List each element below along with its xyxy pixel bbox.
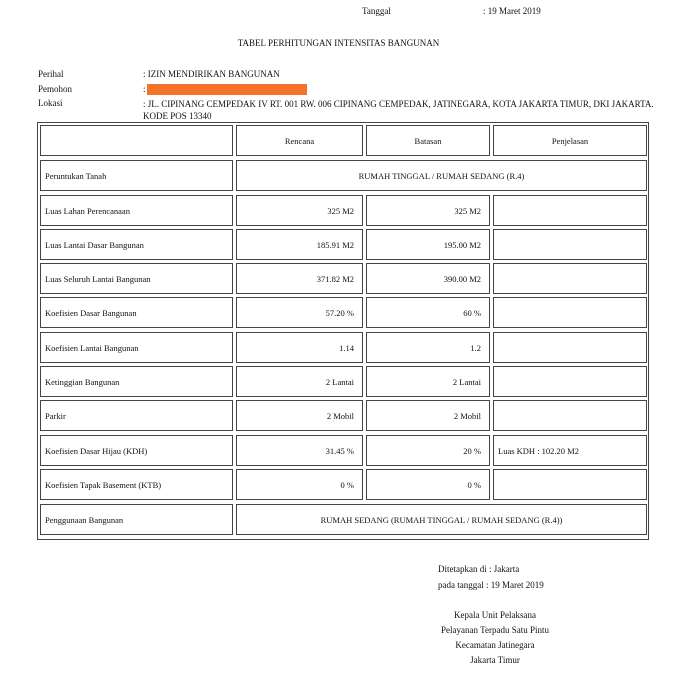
table-row-penjelasan: [493, 469, 647, 500]
table-row-batasan: 0 %: [366, 469, 490, 500]
page-title: TABEL PERHITUNGAN INTENSITAS BANGUNAN: [237, 38, 440, 48]
ditetapkan-text: Ditetapkan di : Jakarta: [438, 564, 520, 574]
signature-line-1: Kepala Unit Pelaksana: [454, 610, 536, 620]
perihal-label: Perihal: [38, 69, 64, 79]
table-row-rencana: 0 %: [236, 469, 363, 500]
table-row-label: Koefisien Dasar Bangunan: [40, 297, 233, 328]
perihal-value: : IZIN MENDIRIKAN BANGUNAN: [143, 69, 280, 79]
table-row-label: Ketinggian Bangunan: [40, 366, 233, 397]
table-row-label: Koefisien Lantai Bangunan: [40, 332, 233, 363]
table-row-label: Parkir: [40, 400, 233, 431]
lokasi-value: : JL. CIPINANG CEMPEDAK IV RT. 001 RW. 006 CIPINANG CEMPEDAK, JATINEGARA, KOTA JAKARTA TIMUR, DKI JAKARTA. KODE POS 13340: [143, 99, 654, 121]
table-row-label: Luas Lahan Perencanaan: [40, 195, 233, 226]
table-row-rencana: 1.14: [236, 332, 363, 363]
pada-tanggal-text: pada tanggal : 19 Maret 2019: [438, 580, 544, 590]
table-header-rencana: Rencana: [236, 125, 363, 156]
tanggal-value: : 19 Maret 2019: [483, 6, 541, 16]
table-row-rencana: 325 M2: [236, 195, 363, 226]
table-header-batasan: Batasan: [366, 125, 490, 156]
table-row-batasan: 2 Lantai: [366, 366, 490, 397]
table-row-penjelasan: Luas KDH : 102.20 M2: [493, 435, 647, 466]
table-row-batasan: 390.00 M2: [366, 263, 490, 294]
table-row-penjelasan: [493, 263, 647, 294]
table-row-rencana: 185.91 M2: [236, 229, 363, 260]
table-row-batasan: 325 M2: [366, 195, 490, 226]
tanggal-label: Tanggal: [362, 6, 391, 16]
peruntukan-label: Peruntukan Tanah: [40, 160, 233, 191]
table-header-cell: [40, 125, 233, 156]
signature-line-2: Pelayanan Terpadu Satu Pintu: [441, 625, 549, 635]
table-row-batasan: 2 Mobil: [366, 400, 490, 431]
penggunaan-value: RUMAH SEDANG (RUMAH TINGGAL / RUMAH SEDANG (R.4)): [236, 504, 647, 535]
table-row-rencana: 2 Mobil: [236, 400, 363, 431]
peruntukan-value: RUMAH TINGGAL / RUMAH SEDANG (R.4): [236, 160, 647, 191]
table-row-batasan: 20 %: [366, 435, 490, 466]
table-header-penjelasan: Penjelasan: [493, 125, 647, 156]
table-row-penjelasan: [493, 297, 647, 328]
table-row-label: Luas Seluruh Lantai Bangunan: [40, 263, 233, 294]
table-row-label: Luas Lantai Dasar Bangunan: [40, 229, 233, 260]
table-row-batasan: 60 %: [366, 297, 490, 328]
table-row-rencana: 31.45 %: [236, 435, 363, 466]
lokasi-label: Lokasi: [38, 98, 63, 108]
pemohon-label: Pemohon: [38, 84, 73, 94]
signature-line-3: Kecamatan Jatinegara: [455, 640, 535, 650]
table-row-penjelasan: [493, 400, 647, 431]
table-row-rencana: 2 Lantai: [236, 366, 363, 397]
table-row-penjelasan: [493, 229, 647, 260]
table-row-batasan: 195.00 M2: [366, 229, 490, 260]
penggunaan-label: Penggunaan Bangunan: [40, 504, 233, 535]
pemohon-value: :: [143, 84, 146, 94]
table-row-label: Koefisien Tapak Basement (KTB): [40, 469, 233, 500]
signature-line-4: Jakarta Timur: [470, 655, 520, 665]
table-row-penjelasan: [493, 332, 647, 363]
table-row-label: Koefisien Dasar Hijau (KDH): [40, 435, 233, 466]
table-row-rencana: 371.82 M2: [236, 263, 363, 294]
table-row-penjelasan: [493, 195, 647, 226]
table-row-penjelasan: [493, 366, 647, 397]
table-row-rencana: 57.20 %: [236, 297, 363, 328]
table-row-batasan: 1.2: [366, 332, 490, 363]
redaction-bar: [147, 84, 307, 95]
